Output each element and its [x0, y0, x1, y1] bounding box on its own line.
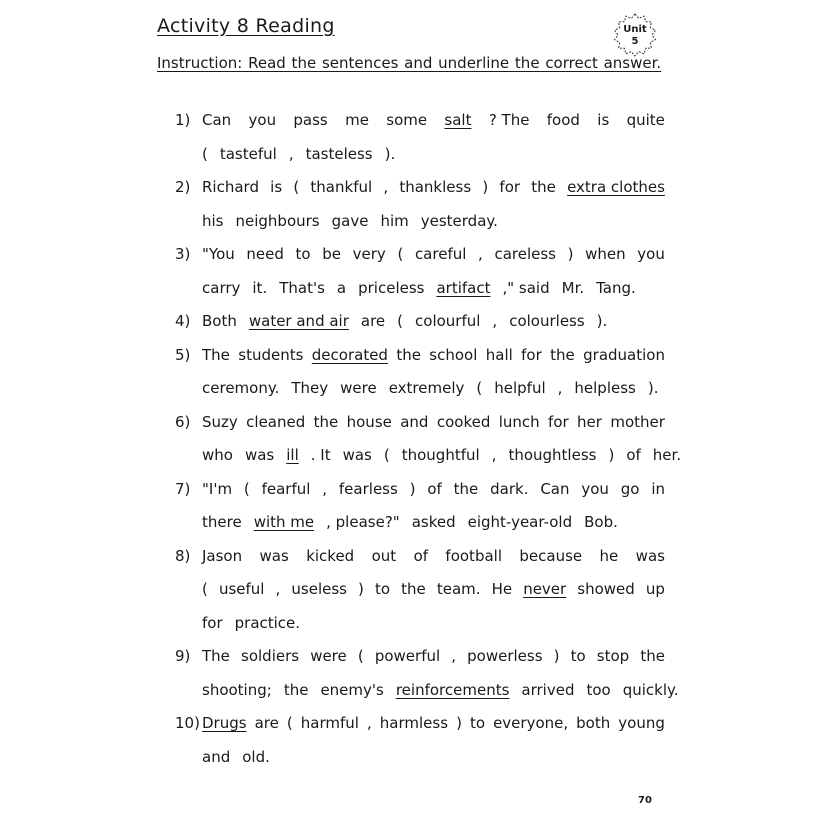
word: They — [291, 379, 329, 397]
badge-star-icon — [612, 12, 658, 58]
word: was — [342, 446, 372, 464]
question-item — [175, 473, 665, 540]
word: ) — [608, 446, 615, 464]
word: the — [401, 580, 426, 598]
word: Mr. — [561, 278, 585, 297]
word: the — [283, 680, 309, 699]
question-line — [202, 741, 665, 775]
word: the — [531, 178, 556, 196]
word: for — [499, 178, 521, 196]
word: to — [295, 245, 311, 263]
word: his — [202, 211, 224, 230]
word: colourless — [509, 312, 585, 330]
word: of — [626, 446, 641, 464]
word: the — [550, 345, 575, 364]
word: ," said — [502, 278, 550, 297]
question-line — [202, 707, 665, 741]
word: soldiers — [241, 647, 300, 665]
word: Jason — [202, 546, 243, 565]
word: were — [310, 647, 347, 665]
word: was — [635, 546, 665, 565]
word: thankful — [310, 178, 373, 196]
underlined-keyword: Drugs — [202, 714, 247, 732]
question-item — [175, 406, 682, 473]
question-line — [202, 138, 665, 172]
word: asked — [411, 513, 456, 531]
page-number: 70 — [638, 795, 652, 806]
word: , — [451, 647, 457, 665]
word: were — [340, 379, 377, 397]
word: harmless — [379, 714, 449, 732]
word: football — [445, 546, 502, 565]
word: team. — [436, 580, 481, 598]
question-item — [175, 171, 665, 238]
word: up — [645, 580, 665, 598]
word: hall — [485, 345, 513, 364]
question-line — [202, 674, 679, 708]
word: showed — [577, 580, 635, 598]
word: kicked — [306, 546, 355, 565]
question-item — [175, 104, 665, 171]
word: Bob. — [584, 513, 618, 531]
underlined-keyword: extra clothes — [567, 178, 665, 196]
word: ( — [397, 245, 404, 263]
word: quite — [626, 111, 665, 129]
word: are — [254, 714, 279, 732]
word: you — [248, 111, 277, 129]
underlined-keyword: decorated — [311, 345, 388, 364]
word: priceless — [358, 278, 425, 297]
word: ) — [482, 178, 489, 196]
question-line — [202, 607, 665, 641]
word: ( — [202, 144, 208, 163]
question-item — [175, 640, 679, 707]
word: out — [371, 546, 397, 565]
word: he — [599, 546, 619, 565]
underlined-keyword: never — [523, 580, 567, 598]
word: of — [427, 479, 442, 498]
word: you — [637, 245, 665, 263]
word: everyone, — [493, 714, 569, 732]
word: Tang. — [596, 278, 636, 297]
question-item — [175, 238, 665, 305]
unit-label: Unit — [623, 24, 647, 35]
word: He — [491, 580, 513, 598]
word: is — [270, 178, 283, 196]
word: very — [352, 245, 386, 263]
word: for — [202, 613, 223, 632]
word: "I'm — [202, 479, 233, 498]
word: school — [429, 345, 478, 364]
question-number: 3) — [175, 245, 191, 263]
word: ( — [286, 714, 293, 732]
word: ) — [553, 647, 560, 665]
word: ( — [357, 647, 364, 665]
word: powerful — [374, 647, 441, 665]
word: the — [453, 479, 479, 498]
word: ( — [293, 178, 300, 196]
word: harmful — [300, 714, 359, 732]
question-number: 9) — [175, 647, 191, 665]
word: and — [400, 412, 429, 431]
word: , — [366, 714, 372, 732]
word: ) — [567, 245, 574, 263]
underlined-keyword: water and air — [248, 312, 349, 330]
word: of — [413, 546, 429, 565]
word: useless — [291, 580, 347, 598]
activity-title: Activity 8 Reading — [157, 15, 335, 37]
word: gave — [331, 211, 369, 230]
word: it. — [252, 278, 268, 297]
word: ). — [384, 144, 396, 163]
word: be — [322, 245, 341, 263]
word: fearful — [261, 479, 311, 498]
word: ) — [358, 580, 364, 598]
word: . It — [310, 446, 331, 464]
word: students — [238, 345, 304, 364]
word: in — [651, 479, 665, 498]
word: extremely — [388, 379, 465, 397]
word: for — [548, 412, 569, 431]
question-line — [202, 439, 682, 473]
underlined-keyword: with me — [253, 513, 315, 531]
word: yesterday. — [420, 211, 498, 230]
word: shooting; — [202, 680, 272, 699]
question-line — [202, 573, 665, 607]
word: practice. — [234, 613, 301, 632]
word: ). — [596, 312, 608, 330]
word: arrived — [521, 680, 575, 699]
word: to — [570, 647, 586, 665]
question-line — [202, 272, 665, 306]
word: ( — [397, 312, 404, 330]
question-number: 6) — [175, 412, 191, 431]
question-line — [202, 339, 665, 373]
word: ? The — [488, 111, 530, 129]
word: old. — [242, 747, 270, 766]
word: quickly. — [622, 680, 679, 699]
word: are — [360, 312, 386, 330]
word: for — [521, 345, 542, 364]
underlined-keyword: reinforcements — [395, 680, 510, 699]
word: neighbours — [235, 211, 320, 230]
question-list — [175, 104, 682, 774]
word: tasteful — [219, 144, 277, 163]
word: pass — [293, 111, 328, 129]
word: food — [546, 111, 580, 129]
question-number: 1) — [175, 111, 191, 129]
word: and — [202, 747, 231, 766]
question-line — [202, 406, 665, 440]
question-line — [202, 104, 665, 138]
word: ceremony. — [202, 379, 280, 397]
word: need — [246, 245, 284, 263]
word: ) — [409, 479, 416, 498]
word: the — [313, 412, 339, 431]
word: helpless — [574, 379, 636, 397]
word: fearless — [338, 479, 398, 498]
word: enemy's — [320, 680, 384, 699]
question-line — [202, 238, 665, 272]
word: "You — [202, 245, 235, 263]
word: her — [577, 412, 602, 431]
word: helpful — [494, 379, 546, 397]
question-line — [202, 171, 665, 205]
word: go — [620, 479, 640, 498]
word: The — [202, 647, 230, 665]
word: house — [346, 412, 392, 431]
word: ( — [202, 580, 208, 598]
word: him — [380, 211, 409, 230]
underlined-keyword: salt — [444, 111, 472, 129]
word: ) — [456, 714, 462, 732]
question-item — [175, 540, 665, 641]
word: cooked — [436, 412, 491, 431]
question-number: 10) — [175, 714, 200, 732]
word: to — [469, 714, 486, 732]
word: useful — [218, 580, 265, 598]
question-line — [202, 473, 665, 507]
word: her. — [652, 446, 682, 464]
word: eight-year-old — [467, 513, 573, 531]
word: some — [386, 111, 428, 129]
question-item — [175, 339, 665, 406]
word: thoughtful — [401, 446, 480, 464]
question-number: 8) — [175, 546, 191, 565]
word: the — [396, 345, 421, 364]
word: both — [576, 714, 611, 732]
word: when — [585, 245, 626, 263]
word: colourful — [415, 312, 481, 330]
word: there — [202, 513, 242, 531]
word: carry — [202, 278, 241, 297]
word: was — [259, 546, 289, 565]
word: ( — [383, 446, 390, 464]
word: The — [202, 345, 230, 364]
word: That's — [279, 278, 325, 297]
question-line — [202, 372, 665, 406]
underlined-keyword: artifact — [436, 278, 491, 297]
instruction-text: Instruction: Read the sentences and underline the correct answer. — [157, 54, 662, 72]
word: careless — [494, 245, 556, 263]
word: a — [336, 278, 347, 297]
word: is — [597, 111, 610, 129]
question-line — [202, 540, 665, 574]
word: Richard — [202, 178, 259, 196]
word: , — [275, 580, 281, 598]
question-line — [202, 506, 665, 540]
question-line — [202, 640, 665, 674]
word: was — [244, 446, 275, 464]
question-line — [202, 205, 665, 239]
question-item — [175, 707, 665, 774]
word: me — [345, 111, 369, 129]
word: mother — [610, 412, 665, 431]
word: the — [640, 647, 665, 665]
word: because — [519, 546, 583, 565]
unit-number: 5 — [631, 36, 639, 47]
word: Both — [202, 312, 237, 330]
word: young — [618, 714, 665, 732]
question-item — [175, 305, 665, 339]
question-number: 5) — [175, 345, 191, 364]
word: to — [374, 580, 391, 598]
word: , please?" — [326, 513, 400, 531]
word: cleaned — [246, 412, 306, 431]
word: Can — [540, 479, 570, 498]
word: ). — [647, 379, 659, 397]
word: Suzy — [202, 412, 238, 431]
underlined-keyword: ill — [286, 446, 299, 464]
word: tasteless — [305, 144, 373, 163]
word: , — [322, 479, 328, 498]
word: , — [383, 178, 389, 196]
unit-badge — [612, 12, 658, 58]
word: you — [581, 479, 609, 498]
word: , — [492, 312, 498, 330]
word: , — [478, 245, 483, 263]
word: Can — [202, 111, 232, 129]
word: , — [288, 144, 294, 163]
word: too — [586, 680, 611, 699]
word: graduation — [583, 345, 665, 364]
question-number: 7) — [175, 479, 191, 498]
word: , — [557, 379, 563, 397]
word: ( — [476, 379, 483, 397]
question-line — [202, 305, 665, 339]
word: thoughtless — [508, 446, 597, 464]
word: careful — [414, 245, 467, 263]
word: stop — [596, 647, 630, 665]
word: lunch — [498, 412, 540, 431]
word: , — [491, 446, 497, 464]
word: ( — [243, 479, 250, 498]
word: powerless — [467, 647, 543, 665]
word: who — [202, 446, 233, 464]
word: thankless — [399, 178, 472, 196]
question-number: 4) — [175, 312, 191, 330]
question-number: 2) — [175, 178, 191, 196]
word: dark. — [490, 479, 529, 498]
